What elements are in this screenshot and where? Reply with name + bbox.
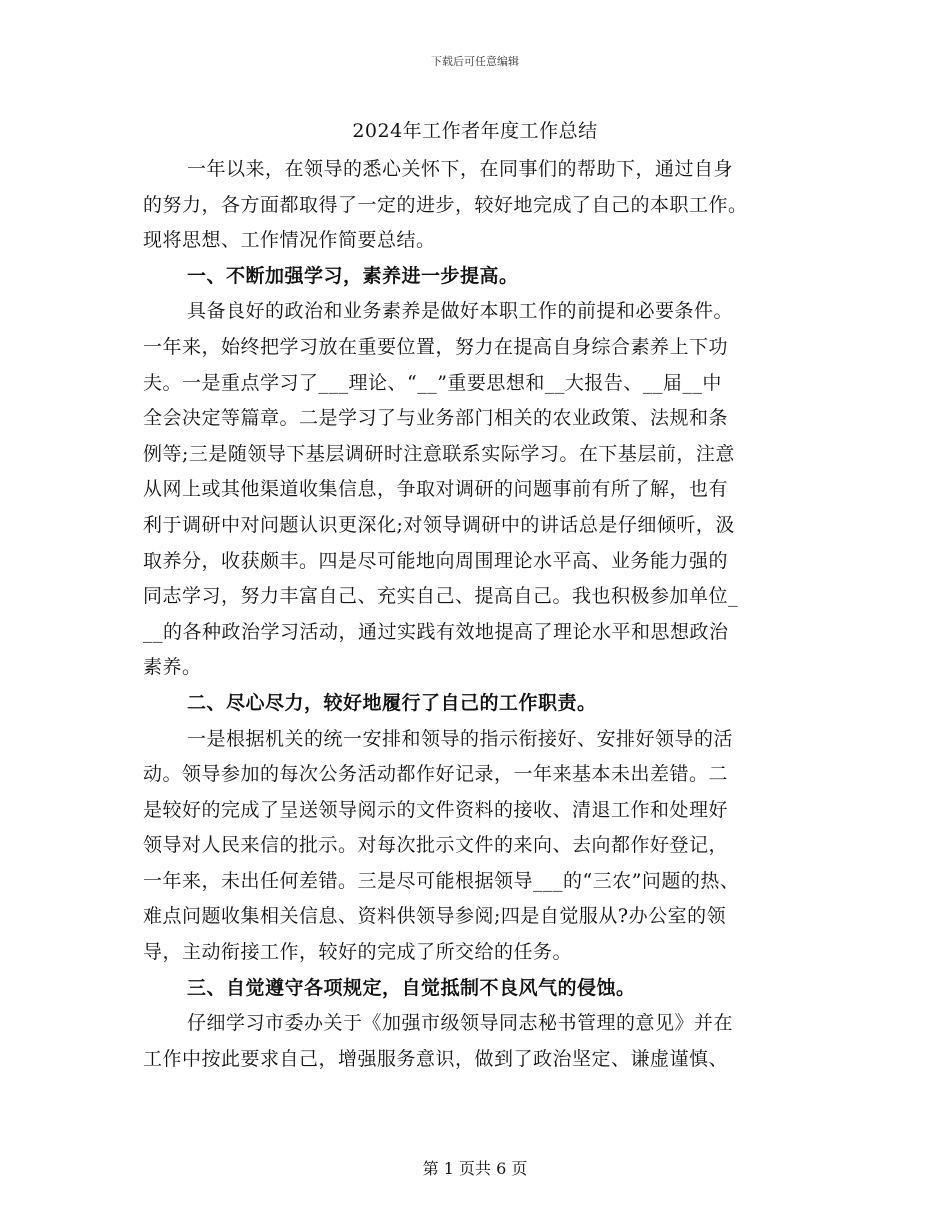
paragraph-line: 从网上或其他渠道收集信息，争取对调研的问题事前有所了解，也有	[143, 478, 729, 501]
paragraph-line: 是较好的完成了呈送领导阅示的文件资料的接收、清退工作和处理好	[143, 798, 729, 821]
paragraph-line: 一是根据机关的统一安排和领导的指示衔接好、安排好领导的活	[187, 727, 734, 750]
paragraph-line: 取养分，收获颇丰。四是尽可能地向周围理论水平高、业务能力强的	[143, 549, 729, 572]
section-heading: 三、自觉遵守各项规定，自觉抵制不良风气的侵蚀。	[187, 976, 636, 999]
paragraph-line: 素养。	[143, 656, 202, 679]
document-title: 2024年工作者年度工作总结	[352, 120, 598, 142]
paragraph-line: 具备良好的政治和业务素养是做好本职工作的前提和必要条件。	[187, 300, 734, 323]
paragraph-line: 夫。一是重点学习了___理论、“__”重要思想和__大报告、__届__中	[143, 371, 722, 394]
section-heading: 一、不断加强学习，素养进一步提高。	[187, 264, 519, 287]
paragraph-line: 利于调研中对问题认识更深化;对领导调研中的讲话总是仔细倾听，汲	[143, 513, 735, 536]
page-header: 下载后可任意编辑	[431, 55, 519, 68]
paragraph-line: 难点问题收集相关信息、资料供领导参阅;四是自觉服从?办公室的领	[143, 905, 727, 928]
paragraph-line: 仔细学习市委办关于《加强市级领导同志秘书管理的意见》并在	[187, 1012, 734, 1035]
document-body	[143, 152, 823, 1077]
paragraph-line: 的努力，各方面都取得了一定的进步，较好地完成了自己的本职工作。	[143, 193, 748, 216]
page-footer: 第 1 页共 6 页	[422, 1159, 528, 1178]
paragraph-line: 一年来，始终把学习放在重要位置，努力在提高自身综合素养上下功	[143, 335, 729, 358]
section-heading: 二、尽心尽力，较好地履行了自己的工作职责。	[187, 691, 597, 714]
paragraph-line: 一年来，未出任何差错。三是尽可能根据领导___的“三农”问题的热、	[143, 869, 740, 892]
paragraph-line: 例等;三是随领导下基层调研时注意联系实际学习。在下基层前，注意	[143, 442, 735, 465]
paragraph-line: 一年以来，在领导的悉心关怀下，在同事们的帮助下，通过自身	[187, 158, 734, 180]
paragraph-line: 现将思想、工作情况作简要总结。	[143, 229, 436, 252]
paragraph-line: 同志学习，努力丰富自己、充实自己、提高自己。我也积极参加单位_	[143, 585, 739, 608]
paragraph-line: 领导对人民来信的批示。对每次批示文件的来向、去向都作好登记，	[143, 834, 729, 857]
paragraph-line: 导，主动衔接工作，较好的完成了所交给的任务。	[143, 941, 573, 964]
paragraph-line: __的各种政治学习活动，通过实践有效地提高了理论水平和思想政治	[143, 620, 729, 643]
paragraph-line: 工作中按此要求自己，增强服务意识，做到了政治坚定、谦虚谨慎、	[143, 1047, 729, 1070]
paragraph-line: 动。领导参加的每次公务活动都作好记录，一年来基本未出差错。二	[143, 763, 729, 786]
paragraph-line: 全会决定等篇章。二是学习了与业务部门相关的农业政策、法规和条	[143, 407, 729, 430]
